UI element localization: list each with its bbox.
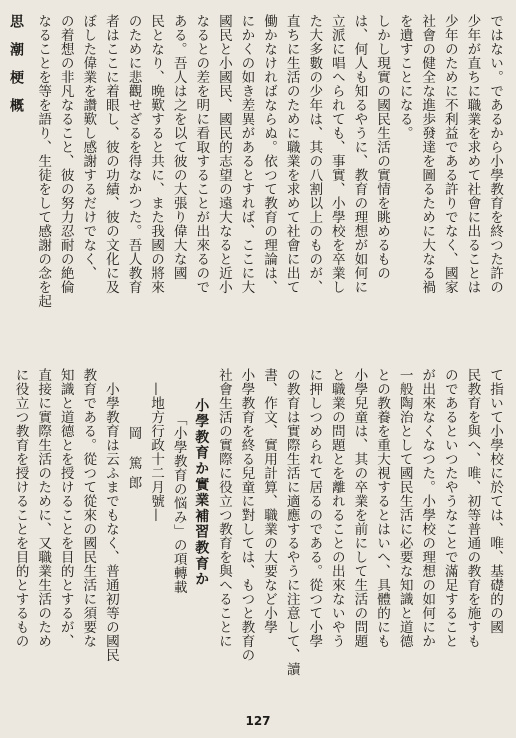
text-line: との教養を重大視するとはいへ、具體的にも [374,368,391,648]
text-line: 教育である。從つて從來の國民生活に須要な [80,368,97,648]
text-line: の教育は實際生活に適應するやうに注意して、讀 [283,368,300,676]
text-line: に押しつめられて居るのである。從つて小學 [306,368,323,648]
text-line: 立派に唱へられても、事實、小學校を卒業し [328,14,345,294]
text-line: のために悲觀せざるを得なかつた。吾人教育 [125,14,142,294]
article-author: 岡 篤郎 [125,426,142,496]
text-line: なることを等を語り、生徒をして感謝の念を起 [35,14,52,308]
text-line: 社會の健全な進歩發達を圖るために大なる禍 [419,14,436,294]
text-line: 働かなければならぬ。依つて教育の理論は、 [261,14,278,294]
bottom-text-block [12,368,506,708]
text-line: 小學教育を終る兒童に對しては、もつと教育の [238,368,255,662]
text-line: 小學兒童は、其の卒業を前にして生活の問題 [351,368,368,648]
text-line: 知識と道德とを授けることを目的とするが、 [57,368,74,648]
text-line: ではない。であるから小學教育を終つた許の [487,14,503,294]
text-line: に役立つ教育を授けることを目的とするもの [12,368,29,648]
text-line: のであるといつたやうなことで滿足すること [441,368,458,648]
text-line: しかし現實の國民生活の實情を眺めるもの [374,14,391,280]
text-line: 小學教育は云ふまでもなく、普通初等の國民 [102,382,119,662]
article-date: —地方行政十二月號— [148,382,165,522]
text-line: ぼした偉業を讚歎し感謝するだけでなく、 [80,14,97,280]
text-line: は、何人も知るやうに、教育の理想が如何に [351,14,368,294]
running-head: 思潮梗概 [8,14,24,126]
text-line: た大多數の少年は、其の八割以上のものが、 [306,14,323,294]
article-subtitle: 「小學教育の悩み」の項轉載 [170,412,187,594]
text-line: 書、作文、實用計算、職業の大要など小學 [261,368,278,634]
text-line: と職業の問題とを離れることの出來ないやう [328,368,345,648]
top-text-block [35,14,506,340]
text-line: 直ちに生活のために職業を求めて社會に出て [283,14,300,294]
text-line: を遺すことになる。 [396,14,413,140]
text-line: 民となり、晩歎すると共に、また我國の將來 [148,14,165,294]
page-number: 127 [245,714,271,728]
text-line: の着想の非凡なること、彼の努力忍耐の絶倫 [57,14,74,294]
text-line: 者はここに着眼し、彼の功績、彼の文化に及 [102,14,119,294]
text-line: 社會生活の實際に役立つ教育を與へることに [215,368,232,648]
text-line: 少年のために不利益である許りでなく、國家 [441,14,458,294]
text-line: 國民と小國民、國民的志望の遠大なると近小 [215,14,232,294]
text-line: なるとの差を明に看取することが出來るので [193,14,210,294]
text-line: ある。吾人は之を以て彼の大張り偉大な國 [170,14,187,280]
text-line: 民教育を與へ、唯、初等普通の教育を施すも [464,368,481,648]
text-line: 少年が直ちに職業を求めて社會に出ることは [464,14,481,294]
text-line: にかくの如き差異があるとすれば、ここに大 [238,14,255,294]
text-line: て指いて小學校に於ては、唯、基礎的の國 [487,368,503,634]
text-line: が出來なくなつた。小學校の理想の如何にか [419,368,436,648]
article-title: 小學教育か實業補習教育か [193,398,210,588]
text-line: 一般陶治として國民生活に必要な知識と道德 [396,368,413,648]
text-line: 直接に實際生活のために、又職業生活のため [35,368,52,648]
